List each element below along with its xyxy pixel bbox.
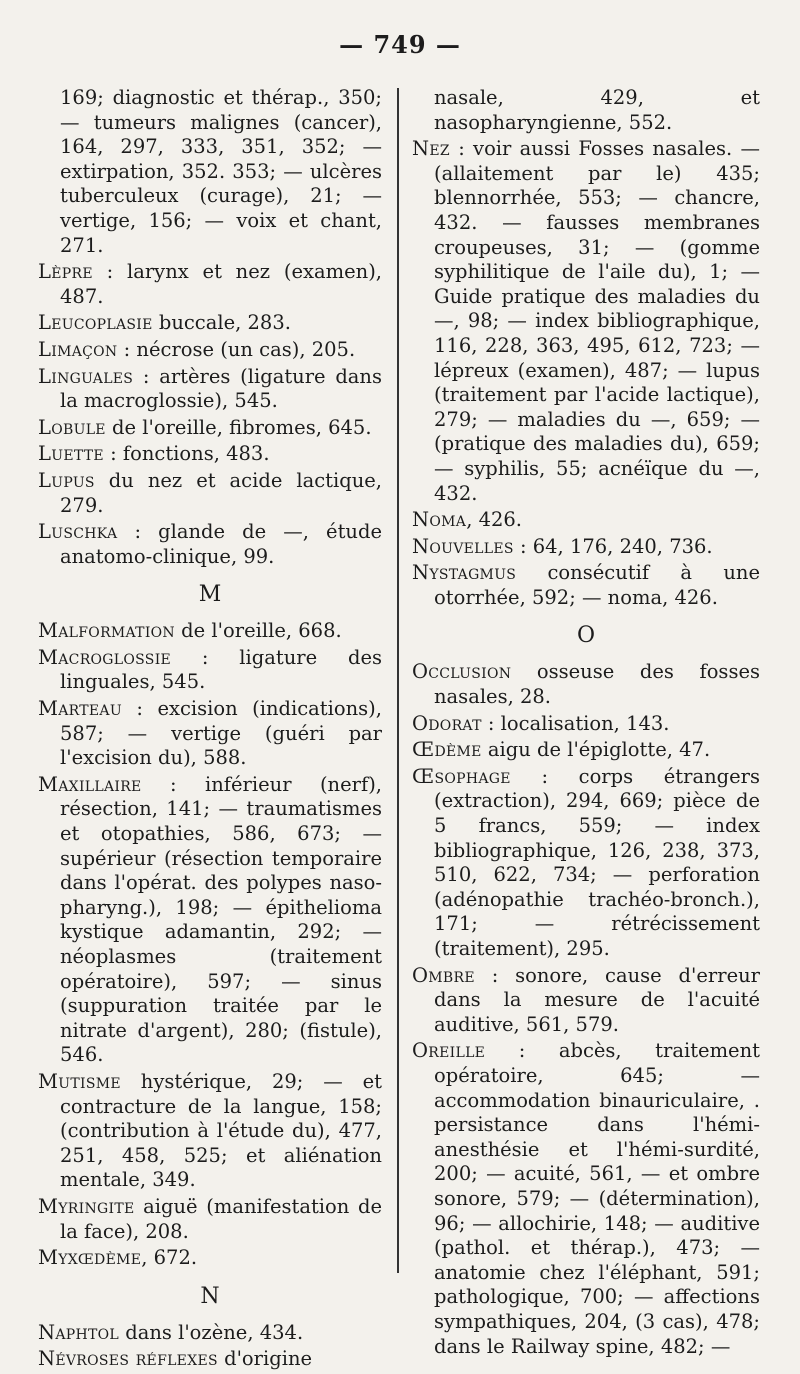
entry-text: de l'oreille, 668. [174,619,342,643]
entry-headword: Luette [38,442,104,466]
entry-headword: Luschka [38,520,118,544]
index-entry [38,773,382,1068]
entry-text: : larynx et nez (examen), 487. [60,260,382,308]
entry-headword: Limaçon [38,337,118,361]
column-divider [397,88,399,1273]
entry-text: , 672. [141,1246,198,1270]
index-entry [412,660,760,709]
entry-headword: Marteau [38,697,122,721]
index-entry [38,520,382,569]
index-entry [38,442,382,467]
entry-text: consécutif à une otorrhée, 592; — noma, 426. [434,561,760,609]
entry-text: : corps étrangers (extraction), 294, 669; pièce de 5 francs, 559; — index bibliographique, 126, 238, 373, 510, 622, 734; — perforation (adénopathie trachéo-bronch.), 171; — rétrécissement (traitement), 295. [434,764,760,960]
entry-text: : glande de —, étude anatomo-clinique, 99. [60,520,382,568]
entry-headword: Occlusion [412,660,512,684]
entry-text: dans l'ozène, 434. [119,1320,304,1344]
index-entry [38,260,382,309]
index-entry [412,765,760,962]
entry-text: : ligature des linguales, 545. [60,645,382,694]
index-entry [412,508,760,533]
entry-text: : excision (indications), 587; — vertige (guéri par l'excision du), 588. [60,697,382,770]
section-letter: N [200,1283,220,1309]
section-letter: O [576,623,596,649]
index-entry [38,365,382,414]
index-entry [38,1246,382,1271]
index-entry [38,1321,382,1346]
index-entry [412,561,760,610]
index-entry [412,535,760,560]
entry-text: de l'oreille, fibromes, 645. [105,415,372,439]
entry-headword: Œsophage [412,764,511,788]
entry-text: , 426. [466,508,523,532]
entry-text: : nécrose (un cas), 205. [117,337,356,361]
page-number: — 749 — [339,30,461,59]
index-entry [38,1070,382,1193]
entry-headword: Lupus [38,468,95,492]
entry-text: aigu de l'épiglotte, 47. [481,738,711,762]
entry-text: : fonctions, 483. [103,442,270,466]
entry-text: osseuse des fosses nasales, 28. [434,660,760,709]
index-entry [412,738,760,763]
index-entry [412,137,760,506]
entry-headword: Nouvelles [412,534,514,558]
entry-headword: Myxœdème [38,1246,142,1270]
index-entry [412,1039,760,1359]
index-entry [38,416,382,441]
entry-text: hystérique, 29; — et contracture de la langue, 158; (contribution à l'étude du), 477, 251, 458, 525; et aliénation mentale, 349. [60,1069,382,1192]
entry-headword: Lobule [38,415,106,439]
index-entry [38,1347,382,1372]
entry-headword: Noma [412,508,467,532]
index-entry-continuation [38,86,382,258]
entry-text: buccale, 283. [152,311,291,335]
entry-text: : localisation, 143. [481,711,670,735]
entry-text: : abcès, traitement opératoire, 645; — accommodation binauriculaire, . persistance dans l'hémi-anesthésie et l'hémi-surdité, 200; — acuité, 561, — et ombre sonore, 579; — (détermination), 96; — allochirie, 148; — auditive (pathol. et thérap.), 473; — anatomie chez l'éléphant, 591; pathologique, 700; — affections sympathiques, 204, (3 cas), 478; dans le Railway spine, 482; — [434,1039,760,1358]
entry-text: : inférieur (nerf), résection, 141; — traumatismes et otopathies, 586, 673; — supérieur (résection temporaire dans l'opérat. des polypes naso-pharyng.), 198; — épithelioma kystique adamantin, 292; — néoplasmes (traitement opératoire), 597; — sinus (suppuration traitée par le nitrate d'argent), 280; (fistule), 546. [60,772,382,1067]
entry-text: : voir aussi Fosses nasales. — (allaitement par le) 435; blennorrhée, 553; — chancre, 432. — fausses membranes croupeuses, 31; — (gomme syphilitique de l'aile du), 1; — Guide pratique des maladies du —, 98; — index bibliographique, 116, 228, 363, 495, 612, 723; — lépreux (examen), 487; — lupus (traitement par l'acide lactique), 279; — maladies du —, 659; — (pratique des maladies du), 659; — syphilis, 55; acnéïque du —, 432. [434,137,760,505]
index-entry [38,619,382,644]
entry-headword: Maxillaire [38,772,142,796]
index-entry [38,646,382,695]
index-entry [38,1195,382,1244]
entry-text: 169; diagnostic et thérap., 350; — tumeurs malignes (cancer), 164, 297, 333, 351, 352; — extirpation, 352. 353; — ulcères tuberculeux (curage), 21; — vertige, 156; — voix et chant, 271. [60,86,382,257]
entry-headword: Nystagmus [412,561,517,585]
entry-text: nasale, 429, et nasopharyngienne, 552. [434,86,760,134]
entry-text: : 64, 176, 240, 736. [513,534,713,558]
entry-headword: Nez [412,137,450,161]
left-column [38,86,382,1374]
entry-headword: Lèpre [38,260,93,284]
index-entry [412,712,760,737]
entry-headword: Odorat [412,711,482,735]
index-entry [38,311,382,336]
index-entry [38,697,382,771]
entry-headword: Malformation [38,619,175,643]
entry-headword: Myringite [38,1194,135,1218]
entry-text: : artères (ligature dans la macroglossie), 545. [60,364,382,413]
index-entry [38,469,382,518]
entry-text: aiguë (manifestation de la face), 208. [60,1194,382,1243]
entry-headword: Macroglossie [38,645,172,669]
entry-text: du nez et acide lactique, 279. [60,468,382,517]
entry-headword: Œdème [412,738,482,762]
index-entry-continuation [412,86,760,135]
entry-headword: Leucoplasie [38,311,153,335]
index-entry [412,964,760,1038]
index-entry [38,338,382,363]
entry-headword: Oreille [412,1039,486,1063]
right-column [412,86,760,1361]
entry-headword: Naphtol [38,1320,120,1344]
entry-text: d'origine [217,1347,313,1371]
entry-headword: Linguales [38,364,134,388]
entry-headword: Ombre [412,963,475,987]
entry-text: : sonore, cause d'erreur dans la mesure de l'acuité auditive, 561, 579. [434,963,760,1036]
section-letter: M [198,582,222,608]
entry-headword: Mutisme [38,1069,121,1093]
entry-headword: Névroses réflexes [38,1347,218,1371]
